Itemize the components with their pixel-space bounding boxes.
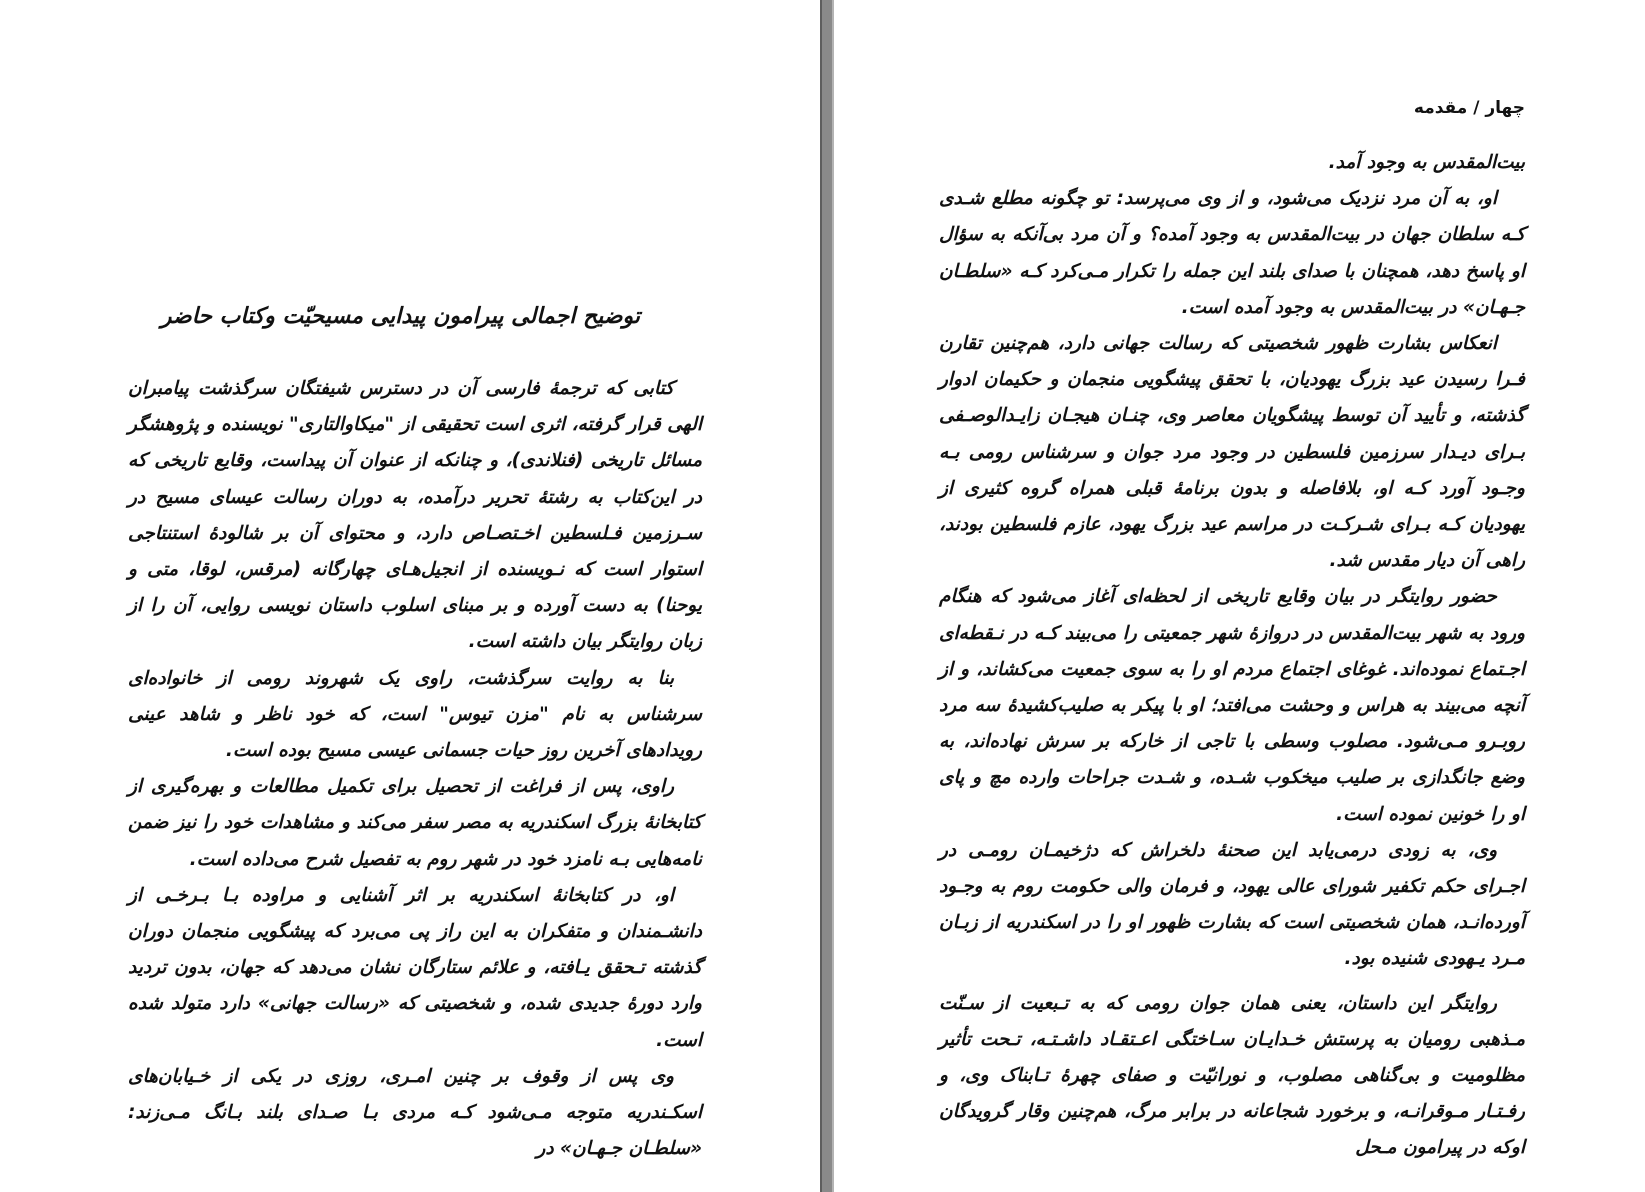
paragraph: کتابی که ترجمهٔ فارسی آن در دسترس شیفتگان سرگذشت پیامبران الهی قرار گرفته، اثری است تحقیقی از "میکاوالتاری" نویسنده و پژوهشگر مسائل تاریخی (فنلاندی)، و چنانکه از عنوان آن پیداست، وقایع تاریخی که در این‌کتاب به رشتهٔ تحریر درآمده، به دوران رسالت عیسای مسیح در سـرزمین فـلسطین اخـتصـاص دارد، و محتوای آن بر شالودهٔ استنتاجی استوار است که نـویسنده از انجیل‌هـای چهارگانه (مرقس، لوقا، متی و یوحنا) به دست آورده و بر مبنای اسلوب داستان نویسی روایی، آن را از زبان روایتگر بیان داشته است.: [128, 378, 702, 653]
paragraph: انعکاس بشارت ظهور شخصیتی که رسالت جهانی دارد، هم‌چنین تقارن فـرا رسیدن عید بزرگ یهودیان، با تحقق پیشگویی منجمان و حکیمان ادوار گذشته، و تأیید آن توسط پیشگویان معاصر وی، چنـان هیجـان زایـدالوصـفی بـرای دیـدار سرزمین فلسطین در وجود مرد جوان و سرشناس رومی بـه وجـود آورد کـه او، بلافاصله و بدون برنامهٔ قبلی همراه گروه کثیری از یهودیان کـه بـرای شـرکـت در مراسم عید بزرگ یهود، عازم فلسطین بودند، راهی آن دیار مقدس شد.: [939, 333, 1525, 572]
left-page: [0, 0, 820, 1192]
left-page-body: [128, 371, 702, 1167]
paragraph: بنا به روایت سرگذشت، راوی یک شهروند رومی از خانواده‌ای سرشناس به نام "مزن تیوس" است، که خود ناظر و شاهد عینی رویدادهای آخرین روز حیات جسمانی عیسی مسیح بوده است.: [128, 667, 702, 762]
paragraph: او، به آن مرد نزدیک می‌شود، و از وی می‌پرسد: تو چگونه مطلع شـدی کـه سلطان جهان در بیت‌المقدس به وجود آمده؟ و آن مرد بی‌آنکه به سؤال او پاسخ دهد، همچنان با صدای بلند این جمله را تکرار مـی‌کرد کـه «سلطـان جـهـان» در بیت‌المقدس به وجود آمده است.: [939, 188, 1525, 318]
running-header: چهار / مقدمه: [1413, 98, 1525, 118]
paragraph: روایتگر این داستان، یعنی همان جوان رومی که به تـبعیت از سـنّت مـذهبی رومیان به پرستش خـدایـان سـاختگی اعـتقـاد داشـتـه، تـحت تأثیر مظلومیت و بی‌گناهی مصلوب، و نورانیّت و صفای چهرهٔ تـابناک وی، و رفـتـار مـوقرانـه، و برخورد شجاعانه در برابر مرگ، هم‌چنین وقار گرویدگان اوکه در پیرامون مـحل: [939, 992, 1525, 1159]
paragraph: وی، به زودی درمی‌یابد این صحنهٔ دلخراش که دژخیمـان رومـی در اجـرای حکم تکفیر شورای عالی یهود، و فرمان والی حکومت روم به وجـود آورده‌انـد، همان شخصیتی است که بشارت ظهور او را در اسکندریه از زبـان مـرد یـهودی شنیده بود.: [939, 839, 1525, 970]
right-page: [834, 0, 1645, 1192]
section-title: توضیح اجمالی پیرامون پیدایی مسیحیّت وکتاب حاضر: [160, 304, 640, 329]
paragraph: بیت‌المقدس به وجود آمد.: [1328, 152, 1525, 173]
right-page-body: [939, 145, 1525, 1167]
book-gutter: [820, 0, 834, 1192]
paragraph: راوی، پس از فراغت از تحصیل برای تکمیل مطالعات و بهره‌گیری از کتابخانهٔ بزرگ اسکندریه به مصر سفر می‌کند و مشاهدات خود را نیز ضمن نامه‌هایی بـه نامزد خود در شهر روم به تفصیل شرح می‌داده است.: [128, 776, 702, 870]
paragraph: حضور روایتگر در بیان وقایع تاریخی از لحظه‌ای آغاز می‌شود که هنگام ورود به شهر بیت‌المقدس در دروازهٔ شهر جمعیتی را می‌بیند کـه در نـقطه‌ای اجـتماع نموده‌اند. غوغای اجتماع مردم او را به سوی جمعیت می‌کشاند، و از آنچه می‌بیند به هراس و وحشت می‌افتد؛ او با پیکر به صلیب‌کشیدهٔ سه مرد روبـرو مـی‌شود. مصلوب وسطی با تاجی از خارکه بر سرش نهاده‌اند، به وضع جانگدازی بر صلیب میخکوب شـده، و شـدت جراحات وارده مچ و پای او را خونین نموده است.: [939, 586, 1525, 825]
paragraph: وی پس از وقوف بر چنین امـری، روزی در یکی از خـیابان‌های اسکـندریه متوجه مـی‌شود کـه مردی بـا صـدای بلند بـانگ مـی‌زند: «سلطـان جـهـان» در: [128, 1065, 702, 1160]
paragraph: او، در کتابخانهٔ اسکندریه بر اثر آشنایی و مراوده بـا بـرخـی از دانشـمندان و متفکران به این راز پی می‌برد که پیشگویی منجمان دوران گذشته تـحقق یـافته، و علائم ستارگان نشان می‌دهد که جهان، بدون تردید وارد دورهٔ جدیدی شده، و شخصیتی که «رسالت جهانی» دارد متولد شده است.: [128, 884, 702, 1051]
